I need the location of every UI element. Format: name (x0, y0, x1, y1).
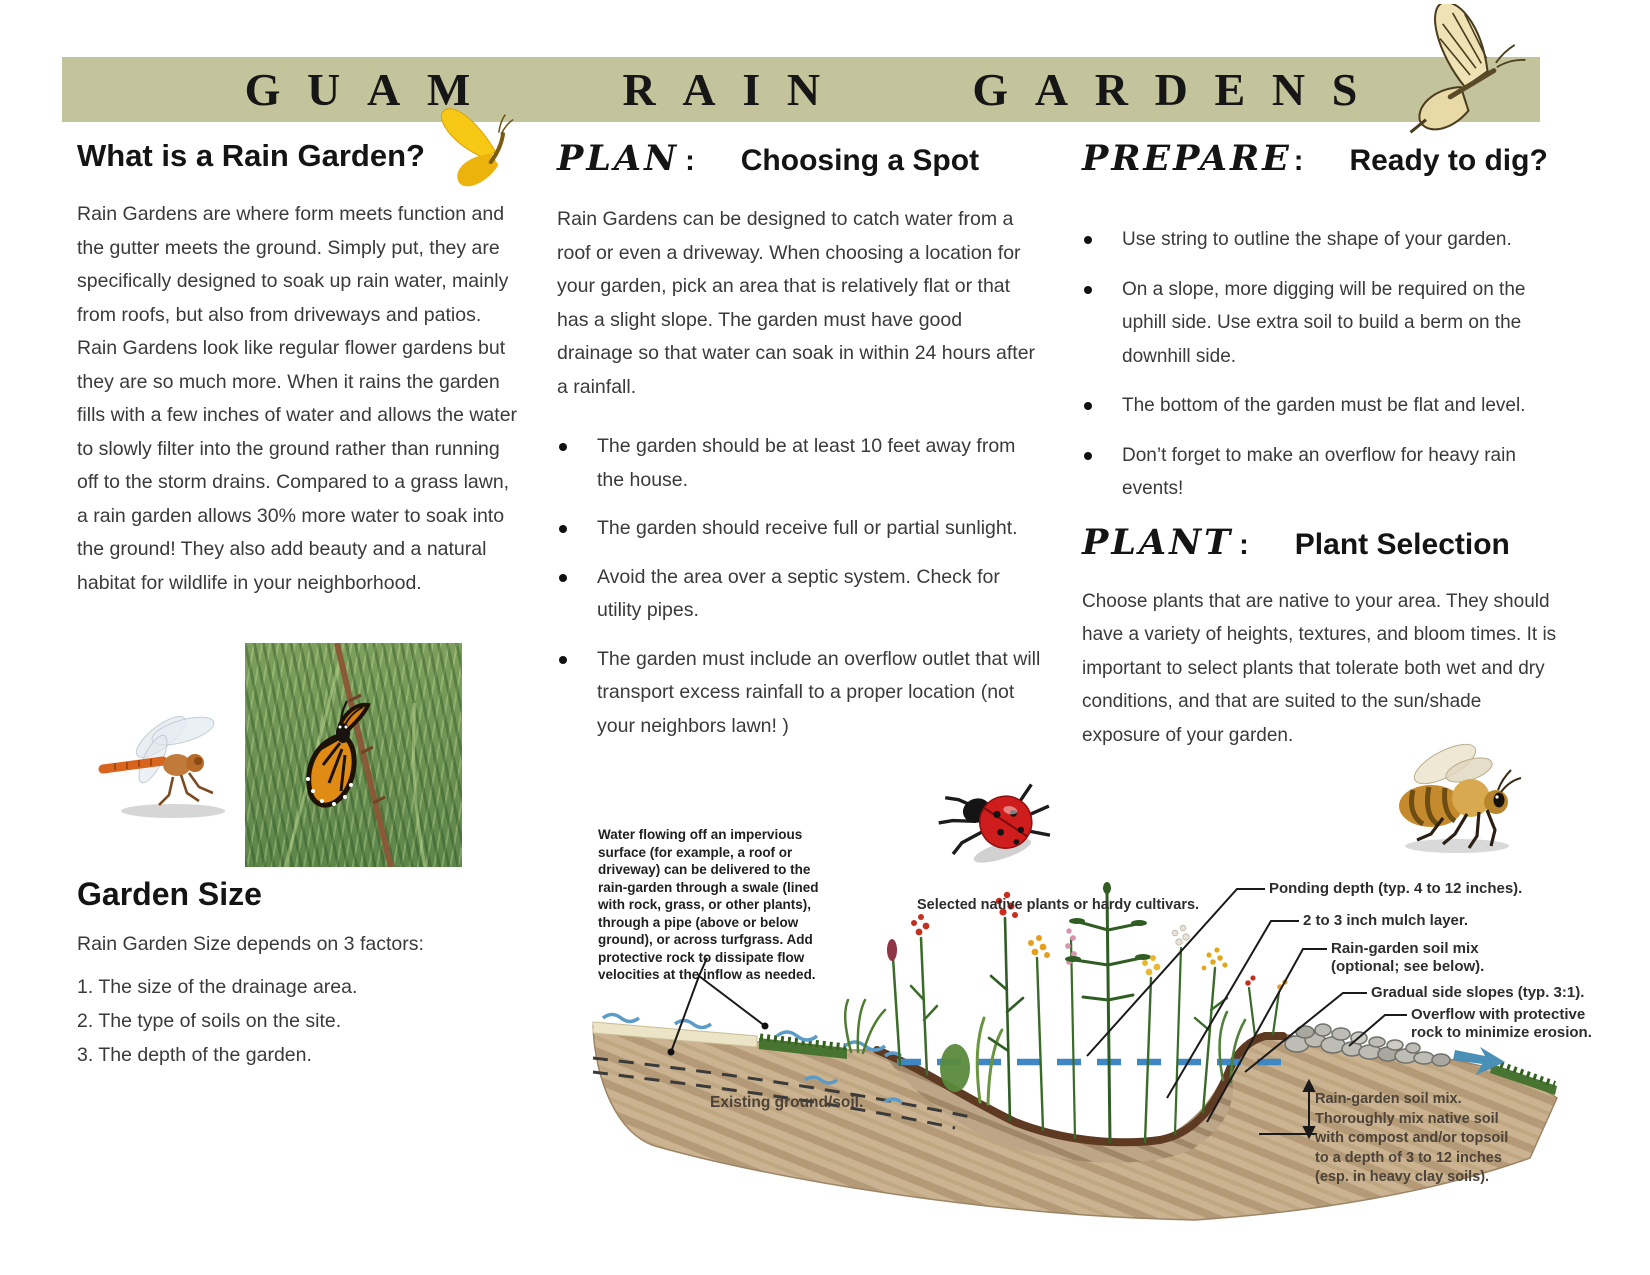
factor-item: 2. The type of soils on the site. (77, 1010, 342, 1032)
plant-paragraph: Choose plants that are native to your area. They should have a variety of heights, textures, and bloom times. It is important to select plants that tolerate both wet and dry conditions, and that are suited to the sun/shade exposure of your garden. (1082, 590, 1557, 746)
bullet-text: The garden should be at least 10 feet away from the house. (597, 435, 1016, 491)
section-prepare-plant (1082, 138, 1560, 752)
bullet-item (1082, 439, 1560, 506)
garden-size-intro: Rain Garden Size depends on 3 factors: (77, 933, 424, 955)
bullet-text: The garden must include an overflow outlet that will transport excess rainfall to a proper location (not your neighbors lawn! ) (597, 647, 1041, 737)
prepare-bullet-list (1082, 223, 1560, 506)
bullet-item (1082, 389, 1560, 423)
prepare-colon: : (1293, 145, 1304, 177)
left-intro-paragraph: Rain Gardens are where form meets function and the gutter meets the ground. Simply put, they are specifically designed to soak up rain water, mainly from roofs, but also from driveways and patios. Rain Gardens look like regular flower gardens but they are so much more. When it rains the garden fills with a few inches of water and allows the water to slowly filter into the ground rather than running off to the storm drains. Compared to a grass lawn, a rain garden allows 30% more water to soak into the ground! They also add beauty and a natural habitat for wildlife in your neighborhood. (77, 203, 518, 594)
section-what-is-rain-garden (77, 138, 525, 600)
bullet-text: Don’t forget to make an overflow for heavy rain events! (1122, 444, 1516, 499)
bullet-text: The bottom of the garden must be flat and level. (1122, 395, 1526, 416)
garden-size-heading: Garden Size (77, 876, 262, 912)
bullet-item (557, 512, 1043, 546)
prepare-heading: Ready to dig? (1349, 144, 1548, 177)
label-native-plants: Selected native plants or hardy cultivars. (917, 897, 1200, 913)
section-plan (557, 138, 1043, 758)
plan-colon: : (685, 145, 695, 177)
bullet-item (557, 561, 1043, 628)
bullet-dot (1084, 452, 1092, 460)
bullet-item (557, 643, 1043, 744)
bullet-dot (1084, 236, 1092, 244)
plan-bullet-list (557, 430, 1043, 743)
plan-heading-row (557, 138, 1043, 179)
monarch-body (336, 723, 350, 743)
bullet-text: Use string to outline the shape of your garden. (1122, 229, 1512, 250)
leader-dot (762, 1023, 769, 1030)
inflow-note: Water flowing off an impervious surface (for example, a roof or driveway) can be delivered to the rain-garden through a swale (lined with rock, grass, or other plants), through a pipe (above or below ground), or across turfgrass. Add protective rock to dissipate flow velocities at the inflow as needed. (598, 827, 819, 982)
plant-heading: Plant Selection (1294, 527, 1510, 561)
bullet-item (1082, 273, 1560, 374)
bullet-item (557, 430, 1043, 497)
plan-script-word: PLAN (557, 138, 680, 179)
label-overflow: Overflow with protective rock to minimize erosion. (1411, 1006, 1592, 1041)
section-garden-size (77, 876, 537, 1072)
monarch-wing (309, 735, 354, 805)
bullet-dot (559, 443, 567, 451)
bullet-text: On a slope, more digging will be required on the uphill side. Use extra soil to build a berm on the downhill side. (1122, 278, 1526, 367)
plant-colon: : (1239, 528, 1249, 561)
plant-heading-row (1082, 522, 1560, 563)
label-soil-mix-optional: Rain-garden soil mix (optional; see below). (1331, 940, 1485, 975)
ladybug-image (932, 768, 1060, 874)
bullet-dot (1084, 286, 1092, 294)
bullet-text: The garden should receive full or partial sunlight. (597, 517, 1018, 539)
label-mulch-layer: 2 to 3 inch mulch layer. (1303, 912, 1469, 929)
bullet-text: Avoid the area over a septic system. Check for utility pipes. (597, 565, 1000, 621)
left-heading: What is a Rain Garden? (77, 138, 425, 173)
label-soil-mix-detail: Rain-garden soil mix. Thoroughly mix native soil with compost and/or topsoil to a depth of 3 to 12 inches (esp. in heavy clay soils). (1315, 1091, 1509, 1185)
dragonfly-eye (194, 757, 202, 765)
monarch-butterfly-photo (245, 643, 462, 867)
yellow-butterfly-icon (440, 90, 540, 195)
dragonfly-shadow (121, 804, 225, 818)
monarch-butterfly (306, 701, 368, 806)
factor-item: 1. The size of the drainage area. (77, 976, 358, 998)
dragonfly-image (95, 685, 250, 830)
banner-title: GUAM RAIN GARDENS (244, 64, 1385, 115)
bullet-dot (1084, 402, 1092, 410)
swallowtail-antennae (1495, 42, 1528, 74)
label-existing-ground: Existing ground/soil. (710, 1094, 864, 1111)
swallowtail-butterfly-icon (1398, 4, 1550, 148)
rain-garden-cross-section-diagram (555, 750, 1650, 1255)
plan-heading: Choosing a Spot (740, 144, 980, 177)
prepare-script-word: PREPARE (1082, 138, 1292, 179)
plant-script-word: PLANT (1082, 521, 1234, 563)
bullet-dot (559, 525, 567, 533)
yellow-butterfly-antennae (496, 114, 514, 135)
factor-item: 3. The depth of the garden. (77, 1044, 312, 1066)
bullet-dot (559, 574, 567, 582)
garden-size-factors (77, 970, 537, 1072)
dragonfly-legs (159, 773, 213, 805)
label-side-slopes: Gradual side slopes (typ. 3:1). (1371, 984, 1585, 1001)
banner (62, 57, 1540, 122)
bullet-item (1082, 223, 1560, 257)
plan-intro-paragraph: Rain Gardens can be designed to catch water from a roof or even a driveway. When choosing a location for your garden, pick an area that is relatively flat or that has a slight slope. The garden must have good drainage so that water can soak in within 24 hours after a rainfall. (557, 208, 1036, 398)
bullet-dot (559, 656, 567, 664)
label-ponding-depth: Ponding depth (typ. 4 to 12 inches). (1269, 880, 1523, 897)
leader-dot (668, 1049, 675, 1056)
